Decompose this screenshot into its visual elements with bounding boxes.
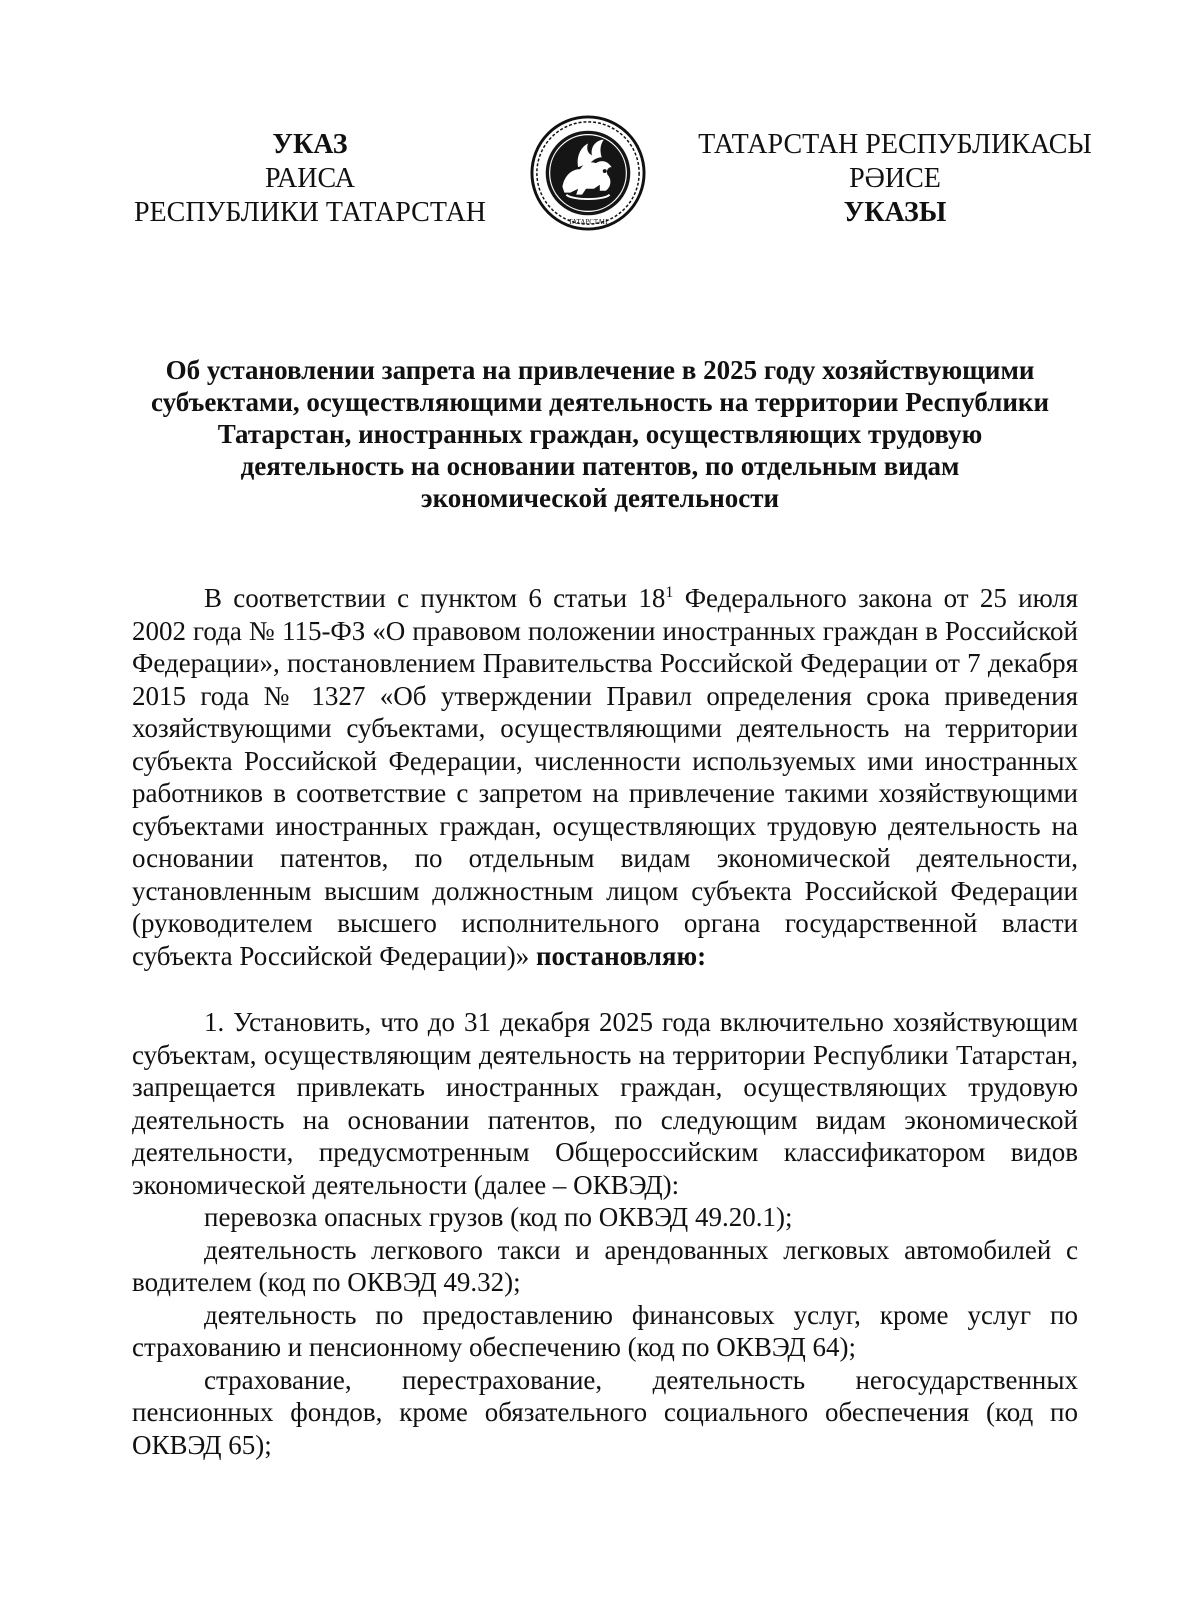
title-line: субъектами, осуществляющими деятельность на территории Республики <box>150 387 1050 417</box>
title-line: Татарстан, иностранных граждан, осуществляющих трудовую <box>217 419 983 449</box>
intro-section <box>132 577 1078 972</box>
article-superscript: 1 <box>665 584 674 601</box>
emblem-caption: ТАТАРСТАН <box>568 219 608 227</box>
clause-1-paragraph: 1. Установить, что до 31 декабря 2025 года включительно хозяйствующим субъектам, осуществляющим деятельность на территории Республики Татарстан, запрещается привлекать иностранных граждан, осуществляющих трудовую деятельность на основании патентов, по следующим видам экономической деятельности, предусмотренным Общероссийским классификатором видов экономической деятельности (далее – ОКВЭД): <box>132 1007 1078 1200</box>
tatarstan-emblem-icon <box>529 114 647 232</box>
header-left-line2: РАИСА <box>265 163 355 194</box>
header-right-line3: УКАЗЫ <box>843 197 947 228</box>
clause-1-item: перевозка опасных грузов (код по ОКВЭД 49.20.1); <box>204 1202 793 1232</box>
decree-word: постановляю <box>535 940 698 971</box>
title-line: Об установлении запрета на привлечение в 2025 году хозяйствующими <box>165 355 1035 385</box>
intro-text-part1: В соответствии с пунктом 6 статьи 18 <box>204 583 666 613</box>
intro-text-part2: Федерального закона от 25 июля 2002 года № 115-ФЗ «О правовом положении иностранных граждан в Российской Федерации», постановлением Правительства Российской Федерации от 7 декабря 2015 года № 1327 «Об утверждении Правил определения срока приведения хозяйствующими субъектами, осуществляющими деятельность на территории субъекта Российской Федерации, численности используемых ими иностранных работников в соответствие с запретом на привлечение такими хозяйствующими субъектами иностранных граждан, осуществляющих трудовую деятельность на основании патентов, по отдельным видам экономической деятельности, установленным высшим должностным лицом субъекта Российской Федерации (руководителем высшего исполнительного органа государственной власти субъекта Российской Федерации)» <box>132 583 1078 971</box>
clause-1-section <box>132 1006 1078 1461</box>
header-left-block <box>130 128 490 230</box>
header-right-line1: ТАТАРСТАН РЕСПУБЛИКАСЫ <box>698 129 1092 160</box>
header-left-line1: УКАЗ <box>272 129 348 160</box>
clause-1-item: деятельность по предоставлению финансовых услуг, кроме услуг по страхованию и пенсионному обеспечению (код по ОКВЭД 64); <box>132 1299 1078 1362</box>
title-line: деятельность на основании патентов, по отдельным видам <box>240 451 960 481</box>
clause-1-item: страхование, перестрахование, деятельность негосударственных пенсионных фондов, кроме обязательного социального обеспечения (код по ОКВЭД 65); <box>132 1364 1078 1460</box>
header-left-line3: РЕСПУБЛИКИ ТАТАРСТАН <box>133 197 487 228</box>
header-right-line2: РӘИСЕ <box>849 163 941 194</box>
decree-colon: : <box>697 940 707 971</box>
header-right-block <box>690 128 1100 230</box>
document-title <box>130 354 1070 514</box>
title-line: экономической деятельности <box>420 483 780 513</box>
clause-1-item: деятельность легкового такси и арендованных легковых автомобилей с водителем (код по ОКВЭД 49.32); <box>132 1234 1078 1297</box>
intro-paragraph <box>132 577 1078 972</box>
